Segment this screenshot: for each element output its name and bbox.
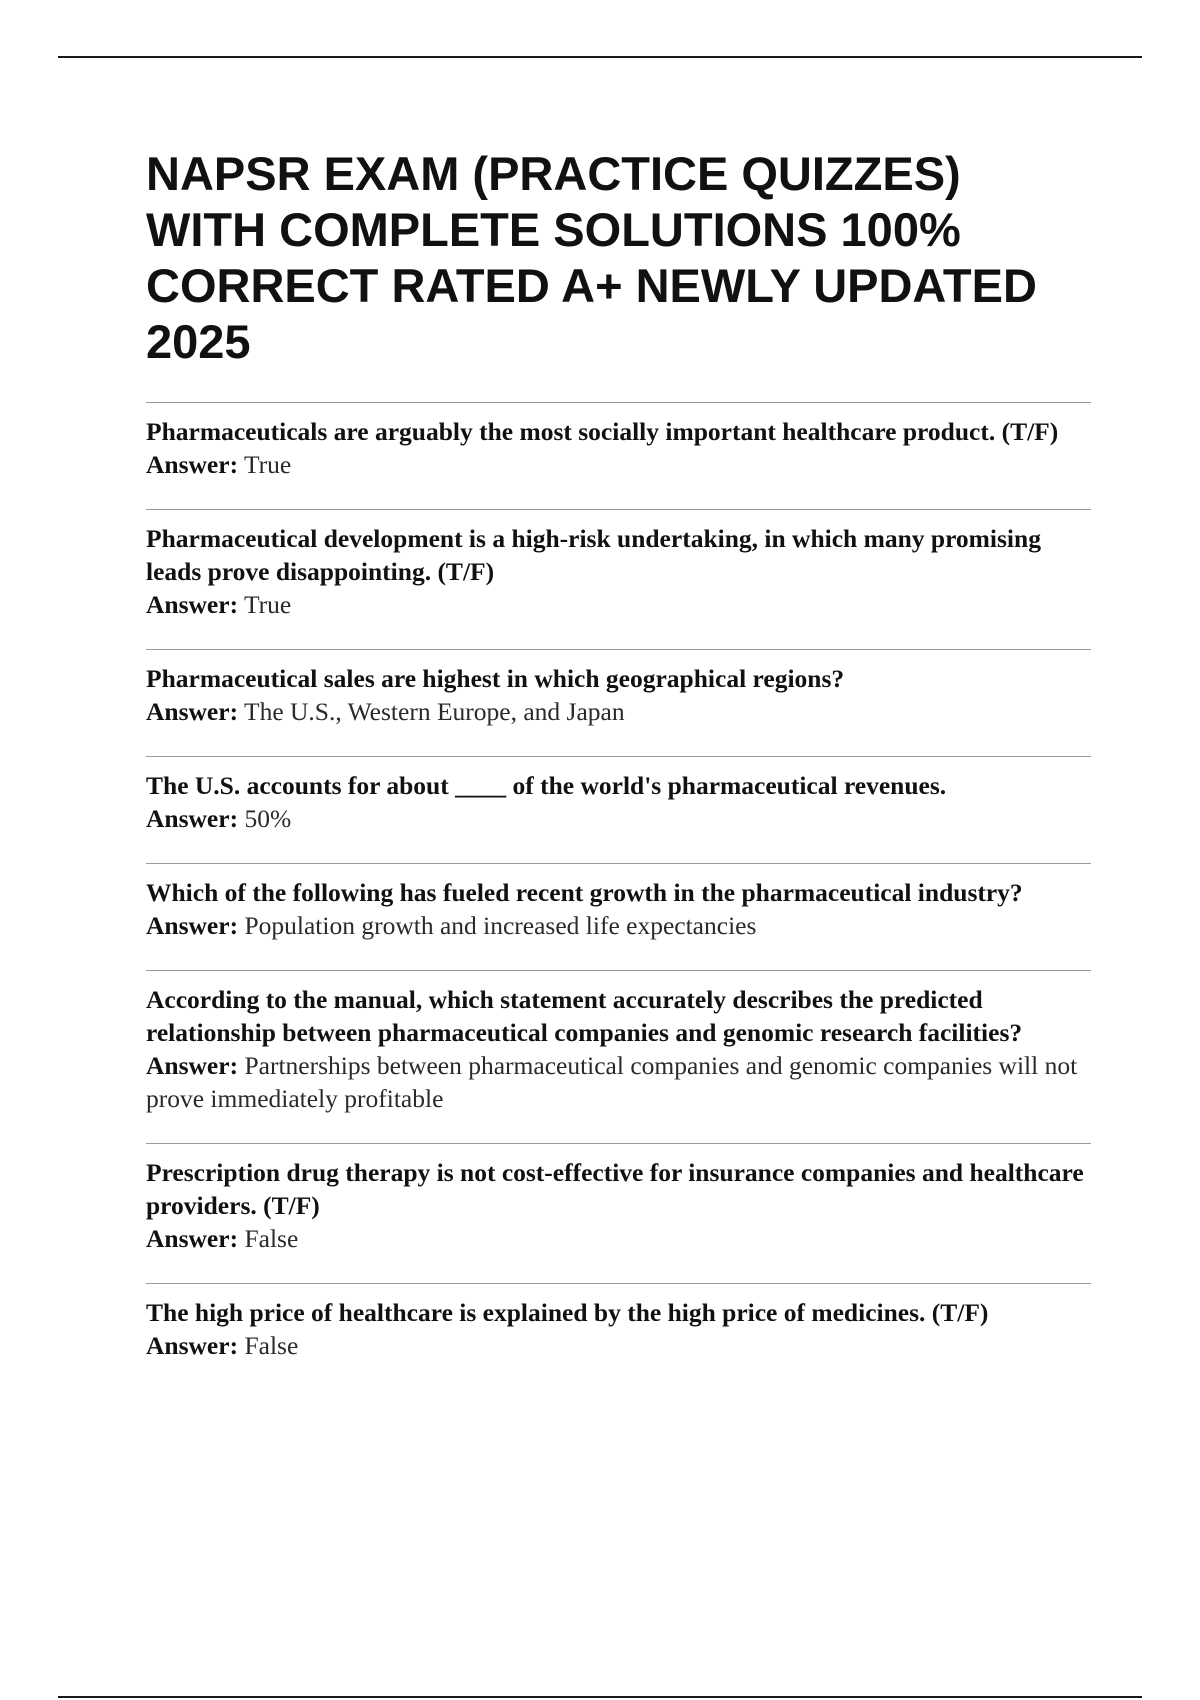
answer-text: 50%: [244, 804, 292, 833]
question-text: Prescription drug therapy is not cost-effective for insurance companies and healthcare providers. (T/F): [146, 1158, 1084, 1220]
page-bottom-rule: [58, 1696, 1142, 1698]
answer-label: Answer:: [146, 1224, 239, 1253]
qa-item: [146, 970, 1091, 1143]
answer-line: [146, 695, 1091, 728]
answer-text: True: [244, 450, 292, 479]
qa-item: [146, 756, 1091, 863]
document-body: [146, 146, 1091, 1390]
answer-text: Partnerships between pharmaceutical companies and genomic companies will not prove immediately profitable: [146, 1051, 1078, 1113]
answer-text: False: [244, 1331, 299, 1360]
answer-line: [146, 802, 1091, 835]
question-text: According to the manual, which statement accurately describes the predicted relationship between pharmaceutical companies and genomic research facilities?: [146, 985, 1023, 1047]
qa-item: [146, 509, 1091, 649]
answer-label: Answer:: [146, 450, 239, 479]
question-text: Which of the following has fueled recent growth in the pharmaceutical industry?: [146, 878, 1023, 907]
answer-label: Answer:: [146, 590, 239, 619]
qa-item: [146, 1143, 1091, 1283]
answer-label: Answer:: [146, 804, 239, 833]
question-text: Pharmaceutical sales are highest in which geographical regions?: [146, 664, 845, 693]
answer-line: [146, 1222, 1091, 1255]
answer-label: Answer:: [146, 1331, 239, 1360]
answer-line: [146, 448, 1091, 481]
answer-label: Answer:: [146, 1051, 239, 1080]
answer-line: [146, 1329, 1091, 1362]
answer-line: [146, 909, 1091, 942]
question-text: Pharmaceutical development is a high-risk undertaking, in which many promising leads prove disappointing. (T/F): [146, 524, 1041, 586]
qa-item: [146, 863, 1091, 970]
question-text: The high price of healthcare is explained by the high price of medicines. (T/F): [146, 1298, 989, 1327]
answer-text: True: [244, 590, 292, 619]
page-top-rule: [58, 56, 1142, 58]
answer-label: Answer:: [146, 911, 239, 940]
answer-label: Answer:: [146, 697, 239, 726]
answer-line: [146, 588, 1091, 621]
answer-text: Population growth and increased life expectancies: [244, 911, 757, 940]
answer-text: False: [244, 1224, 299, 1253]
answer-line: [146, 1049, 1091, 1115]
qa-item: [146, 1283, 1091, 1390]
qa-item: [146, 402, 1091, 509]
qa-list: [146, 402, 1091, 1390]
question-text: Pharmaceuticals are arguably the most socially important healthcare product. (T/F): [146, 417, 1059, 446]
question-text: The U.S. accounts for about ____ of the world's pharmaceutical revenues.: [146, 771, 947, 800]
answer-text: The U.S., Western Europe, and Japan: [244, 697, 625, 726]
document-title: NAPSR EXAM (PRACTICE QUIZZES) WITH COMPLETE SOLUTIONS 100% CORRECT RATED A+ NEWLY UPDATED 2025: [146, 147, 1037, 368]
qa-item: [146, 649, 1091, 756]
